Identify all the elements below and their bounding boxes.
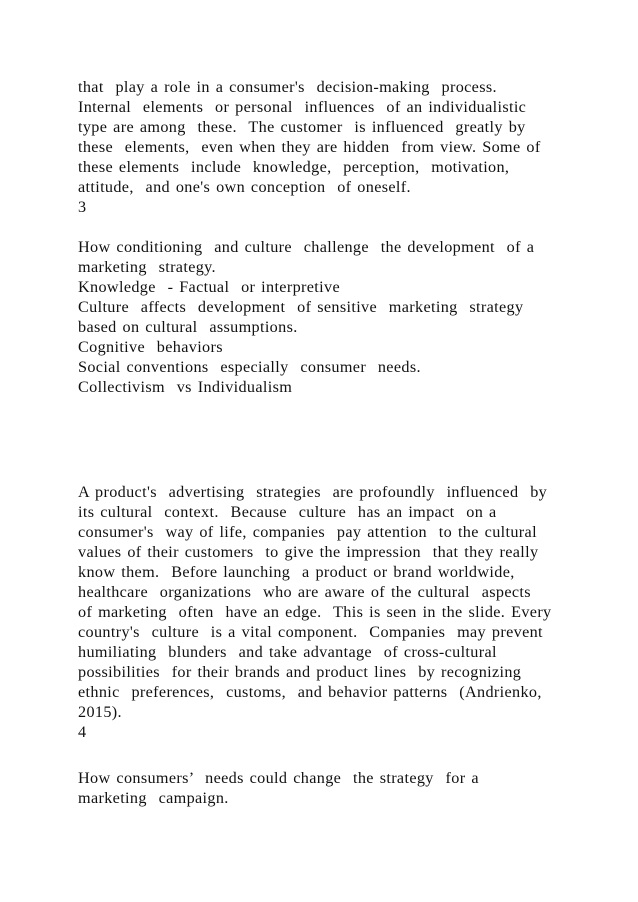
text-line: that play a role in a consumer's decision-making process. — [78, 78, 497, 96]
text-line: country's culture is a vital component. Companies may prevent — [78, 623, 543, 641]
slide-number: 4 — [78, 723, 87, 741]
slide-number: 3 — [78, 198, 87, 216]
text-line: type are among these. The customer is influenced greatly by — [78, 118, 526, 136]
text-line: healthcare organizations who are aware of the cultural aspects — [78, 583, 531, 601]
text-line: these elements, even when they are hidden from view. Some of — [78, 138, 541, 156]
text-line: A product's advertising strategies are profoundly influenced by — [78, 483, 548, 501]
text-line: Collectivism vs Individualism — [78, 378, 293, 396]
text-line: marketing campaign. — [78, 789, 229, 807]
text-line: know them. Before launching a product or brand worldwide, — [78, 563, 515, 581]
section-consumer-needs — [78, 768, 618, 808]
text-line: of marketing often have an edge. This is seen in the slide. Every — [78, 603, 552, 621]
text-line: Cognitive behaviors — [78, 338, 223, 356]
text-line: How consumers’ needs could change the strategy for a — [78, 769, 479, 787]
text-line: its cultural context. Because culture has an impact on a — [78, 503, 497, 521]
text-line: humiliating blunders and take advantage of cross-cultural — [78, 643, 497, 661]
text-line: based on cultural assumptions. — [78, 318, 298, 336]
text-line: How conditioning and culture challenge the development of a — [78, 238, 535, 256]
text-line: Social conventions especially consumer needs. — [78, 358, 421, 376]
text-line: these elements include knowledge, perception, motivation, — [78, 158, 510, 176]
text-line: marketing strategy. — [78, 258, 216, 276]
text-line: attitude, and one's own conception of oneself. — [78, 178, 411, 196]
text-line: values of their customers to give the impression that they really — [78, 543, 539, 561]
text-line: Knowledge - Factual or interpretive — [78, 278, 340, 296]
text-line: Culture affects development of sensitive marketing strategy — [78, 298, 524, 316]
text-line: consumer's way of life, companies pay attention to the cultural — [78, 523, 537, 541]
section-conditioning-culture — [78, 237, 618, 397]
text-line: possibilities for their brands and product lines by recognizing — [78, 663, 522, 681]
text-line: 2015). — [78, 703, 122, 721]
text-line: Internal elements or personal influences of an individualistic — [78, 98, 527, 116]
paragraph-consumer-influences — [78, 77, 618, 217]
paragraph-advertising-strategies — [78, 482, 618, 742]
text-line: ethnic preferences, customs, and behavior patterns (Andrienko, — [78, 683, 542, 701]
